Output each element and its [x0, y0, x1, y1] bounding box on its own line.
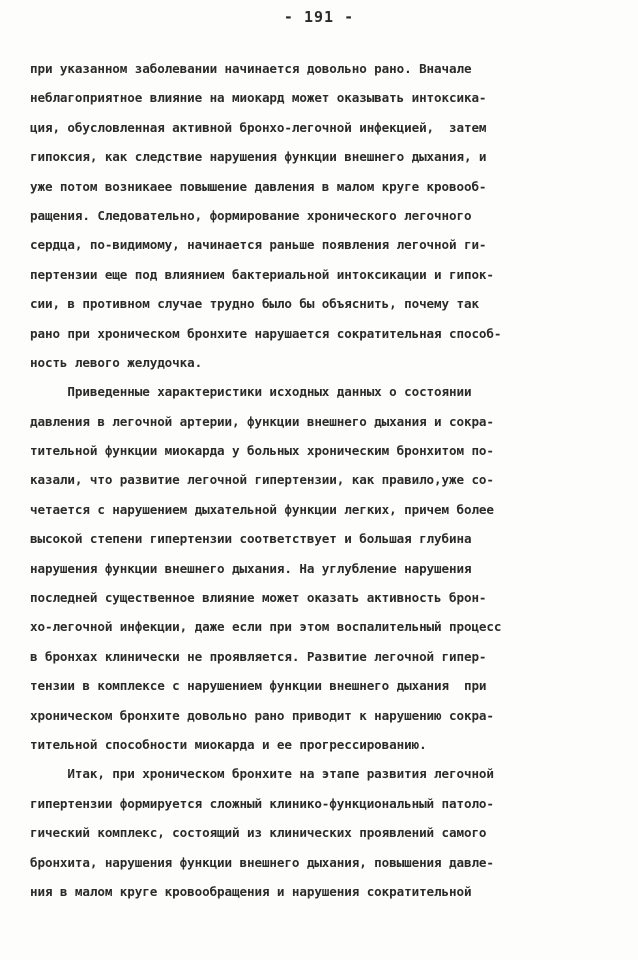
- text-line: последней существенное влияние может оказать активность брон-: [30, 590, 487, 606]
- text-line: хроническом бронхите довольно рано приводит к нарушению сокра-: [30, 707, 494, 723]
- text-line: тительной функции миокарда у больных хроническим бронхитом по-: [30, 443, 494, 459]
- text-line: нарушения функции внешнего дыхания. На углубление нарушения: [30, 560, 472, 576]
- text-line: неблагоприятное влияние на миокард может оказывать интоксика-: [30, 90, 487, 106]
- text-line: ция, обусловленная активной бронхо-легочной инфекцией, затем: [30, 119, 487, 135]
- page-number: - 191 -: [283, 8, 355, 26]
- text-line: гипоксия, как следствие нарушения функции внешнего дыхания, и: [30, 149, 487, 165]
- text-line: в бронхах клинически не проявляется. Развитие легочной гипер-: [30, 648, 487, 664]
- text-line: при указанном заболевании начинается довольно рано. Вначале: [30, 61, 472, 76]
- text-line: Приведенные характеристики исходных данных о состоянии: [30, 384, 472, 400]
- text-line: давления в легочной артерии, функции внешнего дыхания и сокра-: [30, 413, 494, 429]
- text-line: гический комплекс, состоящий из клинических проявлений самого: [30, 825, 487, 841]
- text-line: ния в малом круге кровообращения и нарушения сократительной: [30, 883, 472, 899]
- text-line: Итак, при хроническом бронхите на этапе развития легочной: [30, 766, 494, 782]
- text-line: ращения. Следовательно, формирование хронического легочного: [30, 207, 472, 223]
- text-line: рано при хроническом бронхите нарушается сократительная способ-: [30, 325, 502, 341]
- text-line: высокой степени гипертензии соответствует и большая глубина: [30, 531, 472, 547]
- text-line: тензии в комплексе с нарушением функции внешнего дыхания при: [30, 678, 487, 694]
- text-line: ность левого желудочка.: [30, 354, 203, 370]
- text-line: пертензии еще под влиянием бактериальной интоксикации и гипок-: [30, 266, 494, 282]
- text-line: казали, что развитие легочной гипертензии, как правило,уже со-: [30, 472, 494, 488]
- text-line: тительной способности миокарда и ее прогрессированию.: [30, 736, 427, 752]
- text-line: гипертензии формируется сложный клинико-функциональный патоло-: [30, 795, 494, 811]
- body-text: [30, 54, 620, 906]
- text-line: уже потом возникаее повышение давления в малом круге кровооб-: [30, 178, 487, 194]
- text-line: четается с нарушением дыхательной функции легких, причем более: [30, 501, 494, 517]
- text-line: хо-легочной инфекции, даже если при этом воспалительный процесс: [30, 619, 502, 635]
- text-line: сердца, по-видимому, начинается раньше появления легочной ги-: [30, 237, 487, 253]
- text-line: бронхита, нарушения функции внешнего дыхания, повышения давле-: [30, 854, 494, 870]
- text-line: сии, в противном случае трудно было бы объяснить, почему так: [30, 296, 479, 312]
